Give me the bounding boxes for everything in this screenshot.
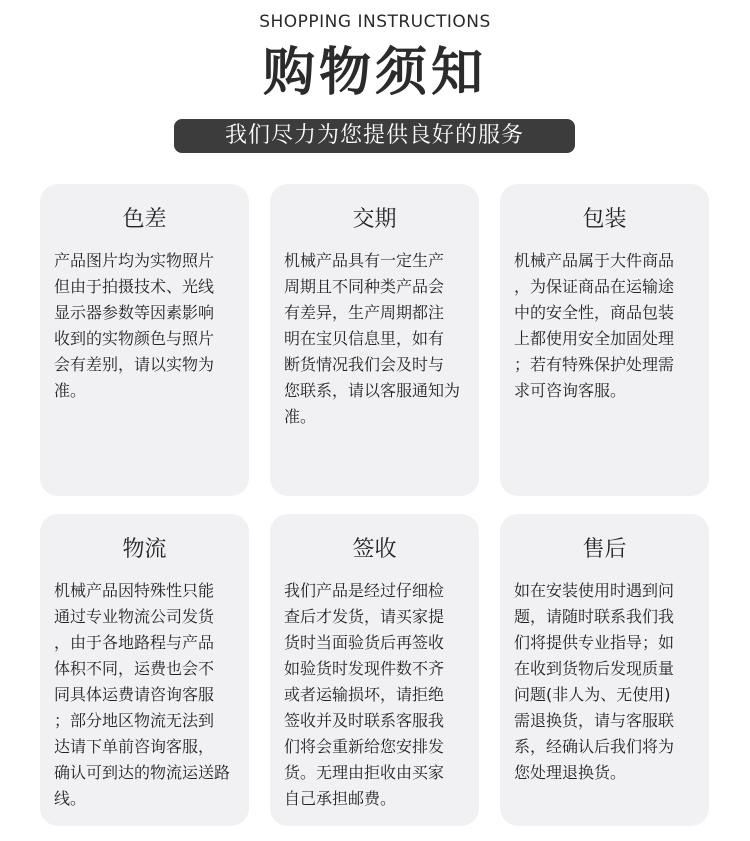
card-line: 线。 <box>54 789 87 808</box>
card-line: 货时当面验货后再签收 <box>284 633 445 652</box>
card-delivery-time <box>270 184 479 496</box>
card-line: 上都使用安全加固处理 <box>514 329 675 348</box>
card-line: 同具体运费请咨询客服 <box>54 685 215 704</box>
card-line: 有差异，生产周期都注 <box>284 303 445 322</box>
card-line: ；部分地区物流无法到 <box>54 711 215 730</box>
card-line: 您处理退换货。 <box>514 763 627 782</box>
card-title: 物流 <box>122 537 167 562</box>
card-body <box>284 578 470 812</box>
card-after-sales <box>500 514 709 826</box>
card-line: 或者运输损坏，请拒绝 <box>284 685 445 704</box>
card-line: 求可咨询客服。 <box>514 381 627 400</box>
card-body <box>514 248 700 404</box>
subtitle-en: SHOPPING INSTRUCTIONS <box>259 12 491 32</box>
card-line: 在收到货物后发现质量 <box>514 659 675 678</box>
card-line: 需退换货，请与客服联 <box>514 711 675 730</box>
card-line: 达请下单前咨询客服， <box>54 737 215 756</box>
card-line: 通过专业物流公司发货 <box>54 607 215 626</box>
card-line: 们将会重新给您安排发 <box>284 737 445 756</box>
card-title: 包装 <box>582 207 627 232</box>
card-color-difference <box>40 184 249 496</box>
card-body <box>284 248 470 430</box>
card-line: 查后才发货，请买家提 <box>284 607 445 626</box>
card-packaging <box>500 184 709 496</box>
slogan-banner: 我们尽力为您提供良好的服务 <box>174 119 575 153</box>
card-line: 们将提供专业指导；如 <box>514 633 675 652</box>
card-line: ，由于各地路程与产品 <box>54 633 215 652</box>
card-line: 但由于拍摄技术、光线 <box>54 277 215 296</box>
card-logistics <box>40 514 249 826</box>
card-body <box>54 248 240 404</box>
card-line: 收到的实物颜色与照片 <box>54 329 215 348</box>
card-line: 如验货时发现件数不齐 <box>284 659 445 678</box>
card-line: 问题(非人为、无使用) <box>514 685 671 704</box>
card-line: 机械产品因特殊性只能 <box>54 581 215 600</box>
card-line: 机械产品属于大件商品 <box>514 251 675 270</box>
card-line: 明在宝贝信息里，如有 <box>284 329 445 348</box>
card-line: ；若有特殊保护处理需 <box>514 355 675 374</box>
card-title: 签收 <box>352 537 397 562</box>
card-line: 系，经确认后我们将为 <box>514 737 675 756</box>
card-line: 货。无理由拒收由买家 <box>284 763 445 782</box>
card-line: 准。 <box>284 407 317 426</box>
card-line: 机械产品具有一定生产 <box>284 251 445 270</box>
card-line: 您联系，请以客服通知为 <box>284 381 461 400</box>
card-line: 产品图片均为实物照片 <box>54 251 215 270</box>
card-line: 如在安装使用时遇到问 <box>514 581 675 600</box>
card-line: 体积不同，运费也会不 <box>54 659 215 678</box>
card-title: 售后 <box>582 537 627 562</box>
card-line: 中的安全性，商品包装 <box>514 303 675 322</box>
card-line: 我们产品是经过仔细检 <box>284 581 445 600</box>
card-line: 周期且不同种类产品会 <box>284 277 445 296</box>
card-line: 断货情况我们会及时与 <box>284 355 445 374</box>
card-line: 确认可到达的物流运送路 <box>54 763 231 782</box>
card-line: 会有差别，请以实物为 <box>54 355 215 374</box>
card-body <box>54 578 240 812</box>
card-line: 自己承担邮费。 <box>284 789 397 808</box>
card-title: 交期 <box>352 207 397 232</box>
card-receipt <box>270 514 479 826</box>
card-body <box>514 578 700 786</box>
card-line: 准。 <box>54 381 87 400</box>
card-line: ，为保证商品在运输途 <box>514 277 675 296</box>
card-line: 签收并及时联系客服我 <box>284 711 445 730</box>
card-line: 题，请随时联系我们我 <box>514 607 675 626</box>
card-line: 显示器参数等因素影响 <box>54 303 215 322</box>
page-title: 购物须知 <box>262 43 487 103</box>
card-title: 色差 <box>122 207 167 232</box>
